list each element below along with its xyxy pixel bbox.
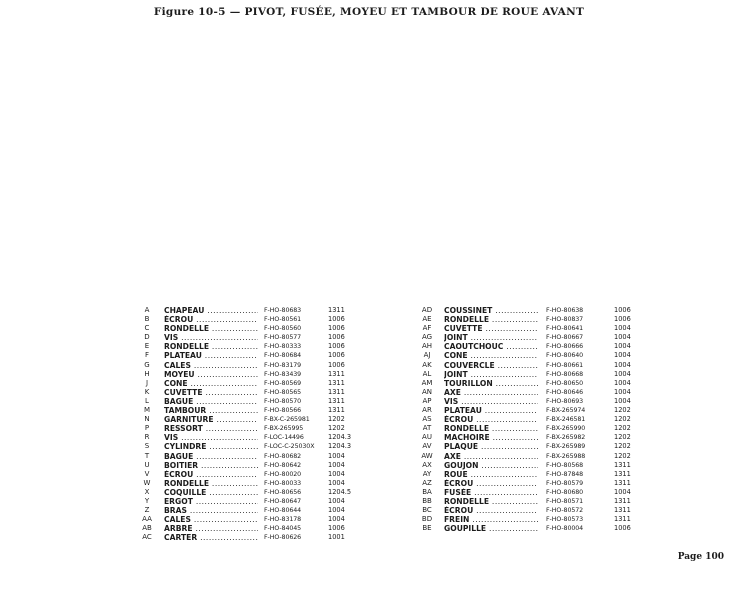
part-group: 1006 (328, 360, 345, 369)
part-group: 1204.3 (328, 442, 352, 451)
part-name: ÉCROU ..... (444, 415, 538, 424)
part-name: CAOUTCHOUC ..... (444, 342, 538, 351)
part-reference: F-HO-83439 (264, 370, 302, 378)
part-group: 1004 (328, 460, 345, 469)
part-group: 1202 (328, 424, 345, 433)
part-group: 1311 (328, 387, 345, 396)
part-code: Y (144, 496, 150, 505)
part-code: V (144, 469, 150, 478)
part-name: ÉCROU ..... (444, 506, 538, 515)
part-reference: F-HO-80579 (546, 479, 584, 487)
part-code: P (144, 424, 150, 433)
part-group: 1004 (614, 378, 631, 387)
part-name: CUVETTE ..... (164, 388, 258, 397)
part-reference: F-HO-80570 (264, 397, 302, 405)
part-group: 1006 (328, 333, 345, 342)
part-code: J (145, 378, 149, 387)
part-code: BB (422, 496, 432, 505)
part-row (418, 351, 648, 360)
part-code: D (144, 333, 150, 342)
part-name: BAGUE ..... (164, 397, 258, 406)
part-name: COUSSINET ..... (444, 306, 538, 315)
part-code: G (144, 360, 150, 369)
part-name: BRAS ..... (164, 506, 258, 515)
part-reference: F-BX-265982 (546, 434, 586, 442)
part-reference: F-HO-80638 (546, 307, 584, 314)
part-row (138, 324, 368, 333)
figure-title: Figure 10-5 — PIVOT, FUSÉE, MOYEU ET TAMBOUR DE ROUE AVANT (153, 6, 585, 18)
part-name: CHAPEAU ..... (164, 306, 258, 315)
part-group: 1006 (328, 524, 345, 533)
part-reference: F-HO-80647 (264, 497, 302, 505)
part-row (138, 506, 368, 515)
part-name: TOURILLON ..... (444, 379, 538, 388)
part-row (138, 433, 368, 442)
part-name: PLAQUE ..... (444, 442, 538, 451)
part-reference: F-HO-80573 (546, 516, 584, 524)
part-name: ERGOT ..... (164, 497, 258, 506)
part-code: BA (422, 487, 432, 496)
part-row (138, 361, 368, 370)
part-group: 1311 (328, 396, 345, 405)
part-group: 1006 (614, 524, 631, 533)
part-group: 1004 (614, 387, 631, 396)
part-name: ÉCROU ..... (444, 479, 538, 488)
part-reference: F-HO-80642 (264, 461, 302, 469)
part-row (418, 388, 648, 397)
part-name: AXE ..... (444, 388, 538, 397)
part-row (418, 452, 648, 461)
part-group: 1004 (614, 333, 631, 342)
part-reference: F-HO-80566 (264, 407, 302, 415)
part-row (418, 515, 648, 524)
part-reference: F-HO-80626 (264, 534, 302, 542)
part-reference: F-HO-80560 (264, 325, 302, 333)
part-code: M (143, 406, 151, 415)
part-code: T (144, 451, 150, 460)
part-group: 1004 (614, 360, 631, 369)
part-row (418, 461, 648, 470)
part-group: 1311 (614, 460, 631, 469)
part-name: RONDELLE ..... (444, 424, 538, 433)
part-code: L (145, 396, 149, 405)
part-group: 1001 (328, 533, 345, 542)
part-reference: F-HO-80684 (264, 352, 302, 360)
part-row (138, 415, 368, 424)
part-reference: F-LOC-14496 (264, 434, 304, 442)
part-reference: F-HO-80569 (264, 379, 302, 387)
part-row (138, 452, 368, 461)
part-group: 1006 (614, 315, 631, 324)
part-name: GOUPILLE ..... (444, 524, 538, 533)
part-reference: F-HO-80661 (546, 361, 584, 369)
part-row (138, 397, 368, 406)
part-code: AS (422, 415, 432, 424)
part-group: 1004 (614, 324, 631, 333)
part-row (418, 306, 648, 315)
part-code: AL (422, 369, 432, 378)
part-group: 1202 (614, 442, 631, 451)
part-reference: F-HO-80572 (546, 507, 584, 515)
part-row (138, 388, 368, 397)
part-group: 1006 (328, 324, 345, 333)
part-reference: F-HO-80644 (264, 507, 302, 515)
part-name: ROUE ..... (444, 470, 538, 479)
part-row (138, 533, 368, 542)
part-name: CARTER ..... (164, 533, 258, 542)
part-group: 1202 (328, 415, 345, 424)
part-row (138, 342, 368, 351)
part-name: ÉCROU ..... (164, 315, 258, 324)
part-name: GOUJON ..... (444, 461, 538, 470)
part-code: AX (422, 460, 432, 469)
part-reference: F-HO-80568 (546, 461, 584, 469)
part-group: 1202 (614, 451, 631, 460)
part-code: AZ (422, 478, 432, 487)
part-code: AP (422, 396, 432, 405)
part-code: AB (142, 524, 152, 533)
part-group: 1006 (328, 315, 345, 324)
part-row (418, 379, 648, 388)
part-group: 1006 (328, 351, 345, 360)
part-row (138, 515, 368, 524)
part-name: CALES ..... (164, 515, 258, 524)
part-name: FUSÉE ..... (444, 488, 538, 497)
part-reference: F-HO-80033 (264, 479, 302, 487)
part-group: 1311 (614, 469, 631, 478)
part-row (138, 424, 368, 433)
part-group: 1004 (614, 396, 631, 405)
part-code: K (144, 387, 150, 396)
part-code: AJ (423, 351, 431, 360)
part-name: TAMBOUR ..... (164, 406, 258, 415)
part-group: 1204.3 (328, 433, 352, 442)
part-reference: F-HO-80333 (264, 343, 302, 351)
part-name: RONDELLE ..... (444, 315, 538, 324)
part-name: FREIN ..... (444, 515, 538, 524)
part-group: 1311 (614, 496, 631, 505)
part-code: A (144, 306, 150, 314)
part-row (418, 488, 648, 497)
part-code: B (144, 315, 150, 324)
part-reference: F-HO-80667 (546, 334, 584, 342)
part-name: JOINT ..... (444, 370, 538, 379)
part-group: 1004 (328, 469, 345, 478)
part-name: RONDELLE ..... (164, 479, 258, 488)
part-code: R (144, 433, 150, 442)
part-code: AC (142, 533, 152, 542)
part-code: AR (422, 406, 432, 415)
part-code: AD (421, 306, 433, 314)
part-code: H (144, 369, 150, 378)
part-reference: F-BX-265989 (546, 443, 586, 451)
part-name: CYLINDRE ..... (164, 442, 258, 451)
part-row (138, 306, 368, 315)
part-row (138, 406, 368, 415)
part-name: MOYEU ..... (164, 370, 258, 379)
part-name: MACHOIRE ..... (444, 433, 538, 442)
part-name: AXE ..... (444, 452, 538, 461)
part-name: BOITIER ..... (164, 461, 258, 470)
part-group: 1202 (614, 415, 631, 424)
part-row (138, 497, 368, 506)
part-group: 1006 (328, 342, 345, 351)
part-code: AG (421, 333, 433, 342)
part-row (418, 524, 648, 533)
part-code: AF (422, 324, 432, 333)
part-group: 1202 (614, 433, 631, 442)
part-reference: F-HO-84045 (264, 525, 302, 533)
part-name: PLATEAU ..... (164, 351, 258, 360)
part-reference: F-BX-265995 (264, 425, 304, 433)
part-name: CONE ..... (444, 351, 538, 360)
part-name: BAGUE ..... (164, 452, 258, 461)
part-row (138, 379, 368, 388)
part-group: 1202 (614, 424, 631, 433)
part-reference: F-HO-80668 (546, 370, 584, 378)
part-group: 1004 (328, 496, 345, 505)
part-reference: F-HO-80561 (264, 316, 302, 324)
part-code: AT (422, 424, 432, 433)
part-reference: F-BX-265974 (546, 407, 586, 415)
part-group: 1311 (614, 478, 631, 487)
part-row (138, 461, 368, 470)
part-reference: F-HO-80020 (264, 470, 302, 478)
part-group: 1202 (614, 406, 631, 415)
part-reference: F-BX-265990 (546, 425, 586, 433)
part-code: N (144, 415, 150, 424)
part-name: CUVETTE ..... (444, 324, 538, 333)
part-name: PLATEAU ..... (444, 406, 538, 415)
part-reference: F-LOC-C-25030X (264, 443, 315, 451)
part-code: F (144, 351, 150, 360)
part-reference: F-BX-C-265981 (264, 416, 310, 424)
part-reference: F-HO-80571 (546, 497, 584, 505)
part-code: AN (421, 387, 433, 396)
part-name: CALES ..... (164, 361, 258, 370)
part-row (418, 442, 648, 451)
part-group: 1004 (328, 478, 345, 487)
part-name: JOINT ..... (444, 333, 538, 342)
parts-list-left (138, 306, 368, 542)
part-code: C (144, 324, 150, 333)
part-row (418, 424, 648, 433)
part-group: 1004 (614, 342, 631, 351)
part-row (138, 370, 368, 379)
part-row (418, 315, 648, 324)
part-code: S (144, 442, 150, 451)
part-group: 1004 (614, 369, 631, 378)
part-row (138, 315, 368, 324)
part-reference: F-HO-80666 (546, 343, 584, 351)
part-name: ARBRE ..... (164, 524, 258, 533)
part-name: VIS ..... (164, 333, 258, 342)
part-name: VIS ..... (164, 433, 258, 442)
part-code: AA (142, 515, 152, 524)
part-reference: F-HO-80656 (264, 488, 302, 496)
part-code: E (144, 342, 150, 351)
part-code: AV (422, 442, 432, 451)
part-name: CONE ..... (164, 379, 258, 388)
part-reference: F-HO-83178 (264, 516, 302, 524)
part-row (418, 406, 648, 415)
part-group: 1006 (614, 306, 631, 314)
part-name: GARNITURE ..... (164, 415, 258, 424)
part-code: X (144, 487, 150, 496)
part-group: 1004 (328, 451, 345, 460)
part-code: Z (144, 506, 150, 515)
page-number: Page 100 (677, 552, 724, 562)
part-row (418, 479, 648, 488)
part-reference: F-HO-87848 (546, 470, 584, 478)
part-name: RONDELLE ..... (444, 497, 538, 506)
part-name: COQUILLE ..... (164, 488, 258, 497)
part-name: RESSORT ..... (164, 424, 258, 433)
part-code: AU (422, 433, 432, 442)
part-reference: F-HO-80640 (546, 352, 584, 360)
part-reference: F-HO-80837 (546, 316, 584, 324)
part-group: 1311 (328, 378, 345, 387)
part-code: AW (421, 451, 433, 460)
part-code: AM (421, 378, 433, 387)
part-group: 1311 (614, 515, 631, 524)
part-group: 1311 (328, 369, 345, 378)
part-row (418, 497, 648, 506)
part-code: BC (422, 506, 432, 515)
part-reference: F-HO-80680 (546, 488, 584, 496)
part-row (418, 333, 648, 342)
part-row (138, 351, 368, 360)
part-code: U (144, 460, 150, 469)
part-row (418, 470, 648, 479)
part-row (418, 506, 648, 515)
part-reference: F-HO-80646 (546, 388, 584, 396)
part-row (418, 397, 648, 406)
part-code: AE (422, 315, 432, 324)
part-row (418, 324, 648, 333)
part-reference: F-HO-80693 (546, 397, 584, 405)
part-row (418, 361, 648, 370)
part-reference: F-HO-80650 (546, 379, 584, 387)
part-row (418, 370, 648, 379)
part-name: RONDELLE ..... (164, 342, 258, 351)
part-reference: F-HO-83179 (264, 361, 302, 369)
part-row (138, 442, 368, 451)
part-reference: F-HO-80577 (264, 334, 302, 342)
part-reference: F-HO-80565 (264, 388, 302, 396)
part-group: 1311 (328, 306, 345, 314)
part-reference: F-HO-80641 (546, 325, 584, 333)
part-group: 1311 (328, 406, 345, 415)
parts-list-right (418, 306, 648, 533)
part-row (138, 488, 368, 497)
part-group: 1004 (614, 487, 631, 496)
part-name: RONDELLE ..... (164, 324, 258, 333)
part-reference: F-HO-80683 (264, 307, 302, 314)
part-reference: F-HO-80682 (264, 452, 302, 460)
part-row (418, 342, 648, 351)
part-row (138, 479, 368, 488)
part-row (138, 470, 368, 479)
part-code: AY (422, 469, 432, 478)
part-group: 1004 (328, 515, 345, 524)
part-reference: F-HO-80004 (546, 525, 584, 533)
part-row (138, 524, 368, 533)
part-group: 1004 (614, 351, 631, 360)
part-code: AK (422, 360, 432, 369)
part-code: BD (421, 515, 433, 524)
part-row (138, 333, 368, 342)
part-code: BE (422, 524, 432, 533)
part-reference: F-BX-246581 (546, 416, 586, 424)
part-name: COUVERCLE ..... (444, 361, 538, 370)
part-row (418, 433, 648, 442)
part-code: AH (421, 342, 433, 351)
part-row (418, 415, 648, 424)
part-group: 1204.5 (328, 487, 352, 496)
part-group: 1311 (614, 506, 631, 515)
part-name: ÉCROU ..... (164, 470, 258, 479)
part-group: 1004 (328, 506, 345, 515)
part-code: W (143, 478, 151, 487)
part-name: VIS ..... (444, 397, 538, 406)
part-reference: F-BX-265988 (546, 452, 586, 460)
